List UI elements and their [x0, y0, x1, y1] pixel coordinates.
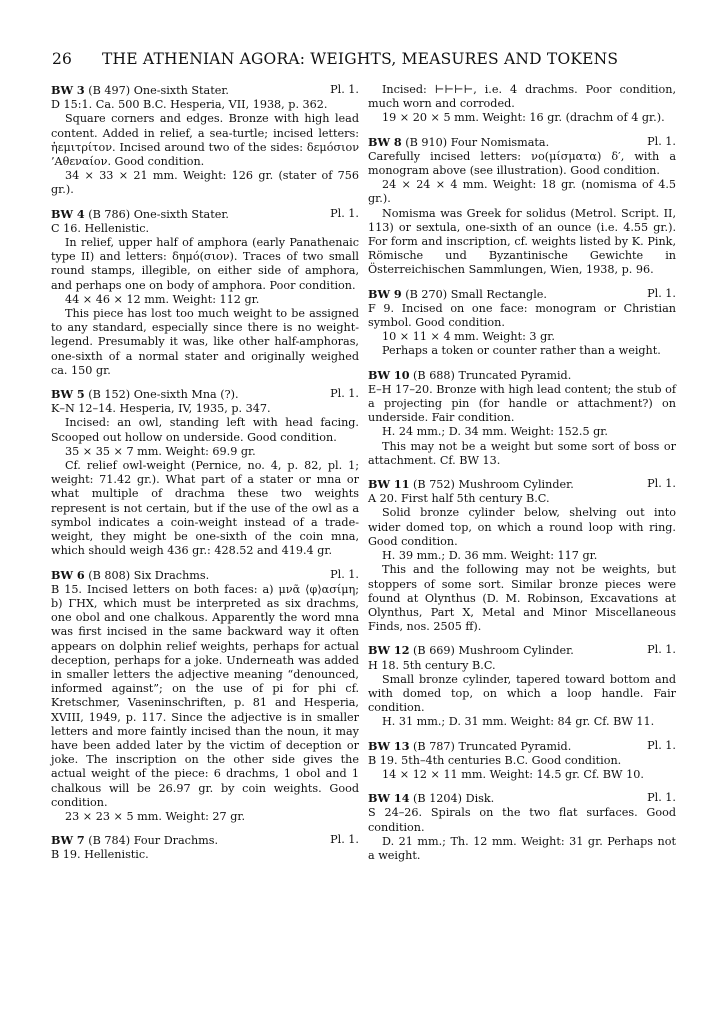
entry-heading	[51, 207, 359, 222]
entry-paragraph: 23 × 23 × 5 mm. Weight: 27 gr.	[65, 809, 246, 823]
entry-paragraph: Square corners and edges. Bronze with high lead content. Added in relief, a sea-turtle; incised letters: ἡεμιτρίτον. Incised around two of the sides: δεμόσιον ’Αθεναίον. Good condition.	[51, 112, 359, 169]
entry-id: BW 14	[368, 791, 410, 806]
entry-heading	[51, 833, 359, 848]
catalog-entry	[51, 568, 359, 825]
catalog-entry	[368, 791, 676, 863]
entry-name: Disk.	[465, 792, 495, 806]
entry-heading	[368, 643, 676, 658]
entry-title	[368, 368, 571, 383]
entry-paragraph: B 19. Hellenistic.	[51, 848, 149, 862]
entry-plate: Pl. 1.	[647, 643, 676, 657]
entry-name: Truncated Pyramid.	[458, 739, 572, 753]
entry-plate: Pl. 1.	[647, 286, 676, 300]
entry-plate: Pl. 1.	[330, 83, 359, 96]
entry-inventory: (B 669)	[413, 644, 455, 658]
entry-name: One-sixth Stater.	[133, 207, 229, 221]
entry-id: BW 13	[368, 738, 410, 753]
entry-title	[368, 791, 494, 806]
entry-inventory: (B 910)	[405, 135, 448, 149]
entry-paragraph: This may not be a weight but some sort of boss or attachment. Cf. BW 13.	[368, 439, 676, 467]
entry-plate: Pl. 1.	[330, 833, 359, 847]
entry-id: BW 9	[368, 286, 402, 301]
catalog-entry	[51, 387, 359, 558]
entry-paragraph: C 16. Hellenistic.	[51, 221, 150, 235]
entry-heading	[368, 368, 676, 383]
entry-paragraph: This piece has lost too much weight to be assigned to any standard, especially since there is no weight-legend. Presumably it was, like other half-amphoras, one-sixth of a normal stater and originally weighed ca. 150 gr.	[51, 307, 359, 377]
entry-paragraph: H. 24 mm.; D. 34 mm. Weight: 152.5 gr.	[382, 425, 608, 439]
entry-paragraph: Perhaps a token or counter rather than a weight.	[382, 344, 661, 358]
entry-inventory: (B 1204)	[413, 792, 463, 806]
right-column	[368, 83, 676, 872]
entry-id: BW 11	[368, 477, 410, 492]
entry-heading	[51, 83, 359, 98]
entry-plate: Pl. 1.	[330, 567, 359, 581]
entry-title	[368, 287, 547, 302]
entry-id: BW 12	[368, 643, 410, 658]
entry-id: BW 7	[51, 833, 85, 848]
entry-heading	[51, 387, 359, 402]
entry-inventory: (B 784)	[88, 834, 131, 848]
catalog-entry	[368, 287, 676, 359]
entry-title	[51, 83, 229, 98]
entry-heading	[368, 477, 676, 492]
entry-paragraph: B 19. 5th–4th centuries B.C. Good condition.	[368, 753, 622, 767]
entry-paragraph: In relief, upper half of amphora (early Panathenaic type II) and letters: δημό(σιον). Traces of two small round stamps, illegible, on either side of amphora, and perhaps one on body of amphora. Poor condition.	[51, 236, 359, 292]
entry-inventory: (B 752)	[413, 478, 455, 492]
entry-id: BW 4	[51, 206, 85, 221]
entry-paragraph: 44 × 46 × 12 mm. Weight: 112 gr.	[65, 292, 260, 306]
entry-inventory: (B 688)	[413, 368, 455, 382]
page-number: 26	[52, 50, 73, 68]
entry-title	[368, 135, 549, 150]
entry-paragraph: Carefully incised letters: νο(μίσματα) δ′, with a monogram above (see illustration). Good condition.	[368, 149, 676, 178]
entry-heading	[368, 739, 676, 754]
catalog-entry	[368, 477, 676, 634]
entry-paragraph: Cf. relief owl-weight (Pernice, no. 4, p. 82, pl. 1; weight: 71.42 gr.). What part of a stater or mna or what multiple of drachma these two weights represent is not certain, but if the use of the owl as a symbol indicates a coin-weight instead of a trade-weight, they might be one-sixth of the coin mna, which should weigh 436 gr.: 428.52 and 419.4 gr.	[51, 459, 359, 558]
entry-paragraph: Solid bronze cylinder below, shelving out into wider domed top, on which a round loop with ring. Good condition.	[368, 506, 676, 548]
entry-heading	[368, 287, 676, 302]
continued-entry	[368, 83, 676, 126]
catalog-entry	[368, 368, 676, 468]
entry-inventory: (B 787)	[413, 739, 455, 753]
entry-id: BW 5	[51, 387, 85, 402]
right-column-entries	[368, 135, 676, 864]
entry-title	[51, 387, 239, 402]
entry-name: Truncated Pyramid.	[458, 368, 572, 382]
entry-paragraph: E–H 17–20. Bronze with high lead content; the stub of a projecting pin (for handle or attachment?) on underside. Fair condition.	[368, 382, 676, 425]
catalog-entry	[51, 83, 359, 198]
entry-title	[368, 643, 574, 658]
entry-heading	[368, 135, 676, 150]
entry-plate: Pl. 1.	[647, 134, 676, 148]
entry-inventory: (B 808)	[88, 568, 131, 582]
entry-paragraph: 14 × 12 × 11 mm. Weight: 14.5 gr. Cf. BW 10.	[382, 767, 644, 781]
entry-paragraph: K–N 12–14. Hesperia, IV, 1935, p. 347.	[51, 402, 271, 416]
entry-paragraph: S 24–26. Spirals on the two flat surfaces. Good condition.	[368, 806, 676, 834]
left-column	[51, 83, 359, 872]
entry-name: One-sixth Mna (?).	[133, 388, 239, 402]
entry-paragraph: Small bronze cylinder, tapered toward bottom and with domed top, on which a loop handle. Fair condition.	[368, 672, 676, 715]
entry-name: Four Drachms.	[133, 834, 219, 848]
entry-plate: Pl. 1.	[647, 791, 676, 805]
entry-name: Mushroom Cylinder.	[458, 478, 574, 492]
entry-plate: Pl. 1.	[330, 206, 359, 220]
entry-inventory: (B 786)	[88, 207, 131, 221]
catalog-entry	[368, 135, 676, 278]
catalog-entry	[368, 739, 676, 783]
entry-name: Four Nomismata.	[450, 135, 550, 149]
entry-paragraph: D. 21 mm.; Th. 12 mm. Weight: 31 gr. Perhaps not a weight.	[368, 834, 676, 862]
entry-paragraph: 10 × 11 × 4 mm. Weight: 3 gr.	[382, 330, 555, 344]
entry-plate: Pl. 1.	[647, 738, 676, 752]
catalog-entry	[368, 643, 676, 729]
entry-plate: Pl. 1.	[330, 387, 359, 401]
entry-paragraph: Nomisma was Greek for solidus (Metrol. Script. II, 113) or sextula, one-sixth of an ounce (i.e. 4.55 gr.). For form and inscription, cf. weights listed by K. Pink, Römische und Byzantinische Gewichte in Österreichischen Sammlungen, Wien, 1938, p. 96.	[368, 206, 676, 277]
entry-paragraph: Incised: an owl, standing left with head facing. Scooped out hollow on underside. Good condition.	[51, 416, 359, 444]
entry-heading	[51, 568, 359, 583]
entry-id: BW 8	[368, 134, 402, 149]
entry-inventory: (B 152)	[88, 388, 131, 402]
running-header	[52, 50, 678, 68]
entry-paragraph: H. 31 mm.; D. 31 mm. Weight: 84 gr. Cf. BW 11.	[382, 715, 655, 729]
entry-title	[368, 477, 574, 492]
entry-inventory: (B 497)	[88, 84, 131, 97]
entry-name: Mushroom Cylinder.	[458, 644, 574, 658]
entry-id: BW 10	[368, 367, 410, 382]
entry-paragraph: B 15. Incised letters on both faces: a) μνᾶ ⟨φ⟩ασίμη; b) ΓΗΧ, which must be interpreted as six drachms, one obol and one chalkous. Apparently the word mna was first incised in the same backward way it often appears on dolphin relief weights, perhaps for actual deception, perhaps for a joke. Underneath was added in smaller letters the adjective meaning “denounced, informed against”; on the use of pi for phi cf. Kretschmer, Vaseninschriften, p. 81 and Hesperia, XVIII, 1949, p. 117. Since the adjective is in smaller letters and more faintly incised than the noun, it may have been added later by the victim of deception or joke. The inscription on the other side gives the actual weight of the piece: 6 drachms, 1 obol and 1 chalkous will be 26.97 gr. by coin weights. Good condition.	[51, 582, 359, 809]
entry-id: BW 3	[51, 83, 85, 97]
entry-paragraph: H. 39 mm.; D. 36 mm. Weight: 117 gr.	[382, 549, 598, 563]
running-title: THE ATHENIAN AGORA: WEIGHTS, MEASURES AND TOKENS	[102, 50, 619, 68]
entry-paragraph: D 15:1. Ca. 500 B.C. Hesperia, VII, 1938, p. 362.	[51, 98, 328, 112]
entry-title	[51, 568, 209, 583]
entry-name: One-sixth Stater.	[133, 84, 229, 97]
entry-paragraph: 34 × 33 × 21 mm. Weight: 126 gr. (stater of 756 gr.).	[51, 169, 359, 197]
entry-name: Six Drachms.	[133, 568, 210, 582]
entry-paragraph: 35 × 35 × 7 mm. Weight: 69.9 gr.	[65, 444, 256, 458]
entry-paragraph: H 18. 5th century B.C.	[368, 658, 496, 672]
catalog-entry	[51, 833, 359, 862]
entry-paragraph: This and the following may not be weights, but stoppers of some sort. Similar bronze pieces were found at Olynthus (D. M. Robinson, Excavations at Olynthus, Part X, Metal and Minor Miscellaneous Finds, nos. 2505 ff).	[368, 563, 676, 634]
entry-paragraph: F 9. Incised on one face: monogram or Christian symbol. Good condition.	[368, 301, 676, 330]
entry-paragraph: A 20. First half 5th century B.C.	[368, 492, 550, 506]
entry-id: BW 6	[51, 567, 85, 582]
entry-title	[51, 833, 218, 848]
entry-heading	[368, 791, 676, 806]
entry-name: Small Rectangle.	[450, 287, 547, 301]
catalog-entry	[51, 207, 359, 378]
entry-inventory: (B 270)	[405, 287, 448, 301]
entry-title	[368, 739, 571, 754]
entry-plate: Pl. 1.	[647, 477, 676, 491]
entry-paragraph: 19 × 20 × 5 mm. Weight: 16 gr. (drachm of 4 gr.).	[382, 111, 665, 125]
entry-paragraph: 24 × 24 × 4 mm. Weight: 18 gr. (nomisma of 4.5 gr.).	[368, 178, 676, 206]
entry-title	[51, 207, 229, 222]
entry-paragraph: Incised: ⊢⊢⊢⊢, i.e. 4 drachms. Poor condition, much worn and corroded.	[368, 83, 676, 111]
